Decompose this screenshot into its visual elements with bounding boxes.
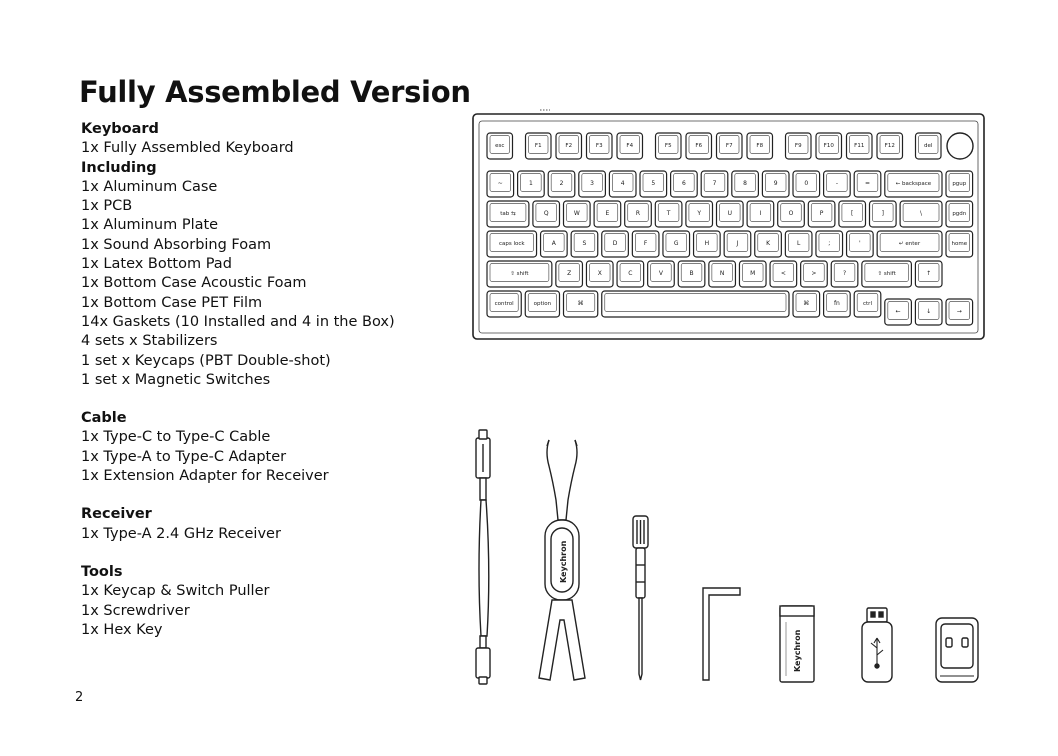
key bbox=[762, 171, 789, 197]
svg-text:R: R bbox=[635, 210, 641, 217]
key bbox=[717, 201, 744, 227]
section-heading: Keyboard bbox=[81, 121, 159, 137]
svg-text:N: N bbox=[719, 270, 725, 277]
svg-text:': ' bbox=[859, 240, 861, 247]
svg-text:6: 6 bbox=[681, 180, 686, 187]
svg-text:del: del bbox=[924, 143, 933, 149]
key bbox=[824, 171, 851, 197]
svg-text:U: U bbox=[727, 210, 733, 217]
key bbox=[571, 231, 598, 257]
svg-text:L: L bbox=[796, 240, 801, 247]
item-line: 1x Type-C to Type-C Cable bbox=[81, 429, 271, 446]
key bbox=[671, 171, 698, 197]
key bbox=[778, 201, 805, 227]
key bbox=[885, 299, 912, 325]
svg-text:F6: F6 bbox=[695, 143, 703, 149]
svg-text:A: A bbox=[551, 240, 556, 247]
key bbox=[946, 201, 973, 227]
page-title: Fully Assembled Version bbox=[79, 75, 471, 109]
key bbox=[556, 133, 582, 159]
svg-text:pgup: pgup bbox=[952, 181, 967, 187]
svg-text:W: W bbox=[573, 210, 580, 217]
key bbox=[839, 201, 866, 227]
key bbox=[801, 261, 828, 287]
key bbox=[946, 171, 973, 197]
key bbox=[632, 231, 659, 257]
key bbox=[915, 299, 942, 325]
key bbox=[717, 133, 743, 159]
svg-text:home: home bbox=[951, 241, 968, 247]
svg-text:ctrl: ctrl bbox=[863, 301, 872, 307]
item-line: 1x Aluminum Plate bbox=[81, 217, 219, 234]
volume-knob bbox=[947, 133, 973, 159]
key bbox=[594, 201, 621, 227]
key bbox=[548, 171, 575, 197]
svg-text:F2: F2 bbox=[565, 143, 573, 149]
key bbox=[946, 299, 973, 325]
key bbox=[816, 231, 843, 257]
svg-text:C: C bbox=[628, 270, 633, 277]
key bbox=[487, 261, 552, 287]
svg-text:I: I bbox=[759, 210, 762, 217]
key bbox=[663, 231, 690, 257]
svg-text:F1: F1 bbox=[534, 143, 542, 149]
key bbox=[701, 171, 728, 197]
key bbox=[640, 171, 667, 197]
key bbox=[755, 231, 782, 257]
svg-text:⌘: ⌘ bbox=[803, 300, 810, 307]
key bbox=[747, 133, 773, 159]
key bbox=[564, 291, 598, 317]
svg-text:tab ⇆: tab ⇆ bbox=[500, 211, 516, 217]
item-line: 1x Bottom Case PET Film bbox=[81, 294, 263, 311]
key bbox=[656, 133, 682, 159]
item-line: 14x Gaskets (10 Installed and 4 in the Box) bbox=[81, 313, 395, 330]
item-line: 1 set x Keycaps (PBT Double-shot) bbox=[81, 352, 331, 369]
key bbox=[862, 261, 912, 287]
svg-text:F8: F8 bbox=[756, 143, 764, 149]
svg-text:F5: F5 bbox=[664, 143, 672, 149]
item-line: 1x Bottom Case Acoustic Foam bbox=[81, 275, 307, 292]
svg-text:]: ] bbox=[881, 210, 884, 217]
svg-text:0: 0 bbox=[804, 180, 809, 187]
svg-text:← backspace: ← backspace bbox=[895, 181, 932, 187]
key bbox=[678, 261, 705, 287]
key bbox=[541, 231, 568, 257]
key bbox=[808, 201, 835, 227]
svg-text:D: D bbox=[612, 240, 618, 247]
item-line: 1x Sound Absorbing Foam bbox=[81, 236, 272, 253]
key bbox=[487, 231, 537, 257]
svg-text:G: G bbox=[673, 240, 679, 247]
svg-text:control: control bbox=[494, 301, 514, 307]
key bbox=[915, 261, 942, 287]
keyboard-illustration bbox=[473, 110, 984, 339]
svg-text:<: < bbox=[780, 270, 786, 277]
svg-text:↓: ↓ bbox=[926, 308, 932, 315]
key bbox=[518, 171, 545, 197]
svg-text:X: X bbox=[597, 270, 602, 277]
key bbox=[487, 171, 514, 197]
key bbox=[617, 133, 643, 159]
svg-text:⇧ shift: ⇧ shift bbox=[510, 271, 529, 277]
key bbox=[525, 291, 559, 317]
key bbox=[487, 291, 521, 317]
svg-text:↑: ↑ bbox=[926, 270, 932, 277]
key bbox=[885, 171, 942, 197]
key bbox=[655, 201, 682, 227]
svg-text:\: \ bbox=[920, 210, 923, 217]
key bbox=[847, 231, 874, 257]
item-line: 1x Type-A 2.4 GHz Receiver bbox=[81, 525, 281, 542]
item-line: 1 set x Magnetic Switches bbox=[81, 371, 271, 388]
key bbox=[793, 171, 820, 197]
key bbox=[617, 261, 644, 287]
key bbox=[877, 133, 903, 159]
screwdriver-illustration bbox=[633, 516, 648, 680]
item-line: 4 sets x Stabilizers bbox=[81, 333, 218, 350]
key bbox=[854, 171, 881, 197]
key bbox=[900, 201, 942, 227]
svg-text:7: 7 bbox=[712, 180, 717, 187]
svg-text:↵ enter: ↵ enter bbox=[899, 241, 921, 247]
svg-text:K: K bbox=[766, 240, 771, 247]
svg-text:pgdn: pgdn bbox=[952, 211, 967, 217]
key bbox=[648, 261, 675, 287]
svg-text:F3: F3 bbox=[595, 143, 603, 149]
key bbox=[916, 133, 942, 159]
key bbox=[579, 171, 606, 197]
section-heading: Receiver bbox=[81, 506, 152, 523]
svg-text:E: E bbox=[605, 210, 610, 217]
item-line: 1x Extension Adapter for Receiver bbox=[81, 468, 329, 485]
key bbox=[526, 133, 552, 159]
key bbox=[877, 231, 942, 257]
key bbox=[793, 291, 820, 317]
key bbox=[732, 171, 759, 197]
svg-text:=: = bbox=[864, 180, 871, 187]
key bbox=[946, 231, 973, 257]
svg-text:F12: F12 bbox=[884, 143, 895, 149]
key bbox=[786, 133, 812, 159]
item-line: 1x Latex Bottom Pad bbox=[81, 256, 232, 273]
item-line: 1x PCB bbox=[81, 198, 133, 215]
svg-text:P: P bbox=[819, 210, 824, 217]
key bbox=[686, 133, 712, 159]
key bbox=[602, 231, 629, 257]
svg-text:←: ← bbox=[895, 308, 901, 315]
svg-text:Y: Y bbox=[697, 210, 702, 217]
svg-text:-: - bbox=[835, 180, 838, 187]
key bbox=[694, 231, 721, 257]
key bbox=[533, 201, 560, 227]
svg-text:~: ~ bbox=[497, 180, 503, 187]
cable-illustration bbox=[476, 430, 490, 684]
svg-text:V: V bbox=[658, 270, 664, 277]
key bbox=[487, 201, 529, 227]
svg-text:→: → bbox=[956, 308, 962, 315]
svg-text:fn: fn bbox=[833, 300, 840, 307]
extension-adapter-illustration bbox=[936, 618, 978, 682]
svg-text:S: S bbox=[582, 240, 587, 247]
svg-text:J: J bbox=[736, 240, 739, 247]
svg-text:T: T bbox=[666, 210, 671, 217]
key bbox=[556, 261, 583, 287]
puller-brand-text: Keychron bbox=[559, 540, 568, 583]
svg-text:[: [ bbox=[851, 210, 854, 217]
svg-text:F7: F7 bbox=[725, 143, 733, 149]
adapter-brand-text: Keychron bbox=[793, 629, 802, 672]
key bbox=[602, 291, 789, 317]
key bbox=[739, 261, 766, 287]
svg-text:F4: F4 bbox=[626, 143, 634, 149]
subheading: Including bbox=[81, 159, 157, 176]
svg-text:F: F bbox=[643, 240, 648, 247]
svg-text:H: H bbox=[704, 240, 710, 247]
svg-text:M: M bbox=[750, 270, 756, 277]
key bbox=[870, 201, 897, 227]
svg-text:8: 8 bbox=[743, 180, 748, 187]
svg-text:5: 5 bbox=[651, 180, 656, 187]
key bbox=[747, 201, 774, 227]
svg-text:3: 3 bbox=[590, 180, 595, 187]
page-number: 2 bbox=[75, 690, 84, 705]
receiver-illustration bbox=[862, 608, 892, 682]
svg-text:?: ? bbox=[842, 270, 847, 277]
svg-text:9: 9 bbox=[773, 180, 778, 187]
section-heading: Cable bbox=[81, 410, 127, 427]
key bbox=[587, 133, 613, 159]
key bbox=[847, 133, 873, 159]
svg-text:option: option bbox=[533, 301, 552, 307]
item-line: 1x Keycap & Switch Puller bbox=[81, 583, 270, 600]
key bbox=[609, 171, 636, 197]
key bbox=[770, 261, 797, 287]
hex-key-illustration bbox=[703, 588, 740, 680]
key bbox=[709, 261, 736, 287]
svg-text:F9: F9 bbox=[794, 143, 802, 149]
key bbox=[487, 133, 513, 159]
section-heading: Tools bbox=[81, 563, 123, 580]
svg-text:F10: F10 bbox=[823, 143, 834, 149]
svg-text:F11: F11 bbox=[854, 143, 865, 149]
svg-text:⌘: ⌘ bbox=[577, 300, 584, 307]
key bbox=[824, 291, 851, 317]
svg-text:O: O bbox=[788, 210, 794, 217]
svg-text:1: 1 bbox=[528, 180, 533, 187]
svg-text:4: 4 bbox=[620, 180, 625, 187]
key bbox=[785, 231, 812, 257]
key bbox=[816, 133, 842, 159]
item-line: 1x Aluminum Case bbox=[81, 178, 218, 195]
svg-text:B: B bbox=[689, 270, 694, 277]
key bbox=[831, 261, 858, 287]
item-line: 1x Hex Key bbox=[81, 621, 163, 638]
svg-text:Q: Q bbox=[543, 210, 549, 217]
item-line: 1x Fully Assembled Keyboard bbox=[81, 140, 294, 157]
svg-text:caps lock: caps lock bbox=[498, 241, 525, 247]
svg-text:2: 2 bbox=[559, 180, 564, 187]
svg-text:Z: Z bbox=[567, 270, 572, 277]
key bbox=[564, 201, 591, 227]
item-line: 1x Type-A to Type-C Adapter bbox=[81, 448, 287, 465]
svg-text:;: ; bbox=[828, 240, 831, 247]
svg-text:>: > bbox=[811, 270, 817, 277]
key bbox=[586, 261, 613, 287]
key bbox=[724, 231, 751, 257]
key bbox=[854, 291, 881, 317]
svg-text:esc: esc bbox=[495, 143, 505, 149]
item-line: 1x Screwdriver bbox=[81, 602, 190, 619]
svg-text:⇧ shift: ⇧ shift bbox=[877, 271, 896, 277]
key bbox=[686, 201, 713, 227]
key bbox=[625, 201, 652, 227]
